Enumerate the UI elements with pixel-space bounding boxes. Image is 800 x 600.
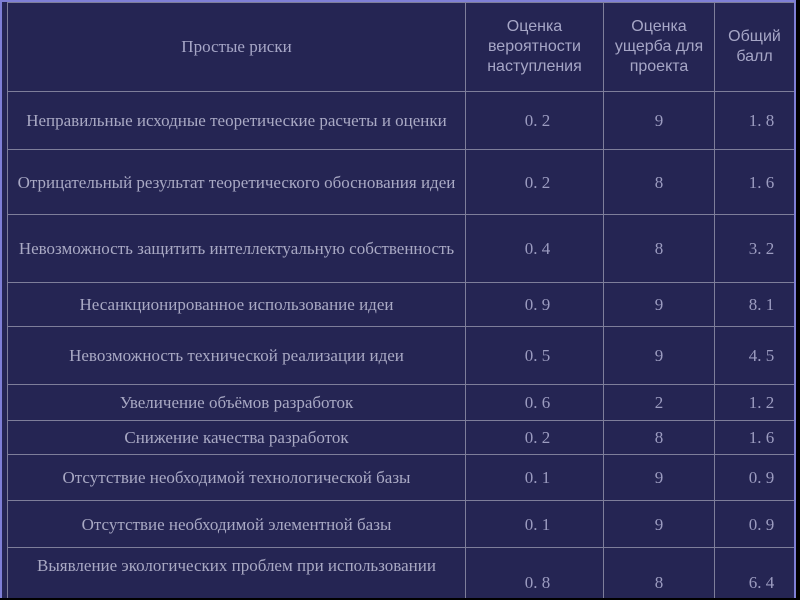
probability-cell: 0. 9 <box>466 283 604 327</box>
damage-cell: 9 <box>604 283 715 327</box>
probability-cell: 0. 8 <box>466 548 604 599</box>
total-cell: 3. 2 <box>715 215 795 283</box>
risk-cell: Невозможность технической реализации идеи <box>8 327 466 385</box>
probability-cell: 0. 1 <box>466 501 604 548</box>
risk-cell: Отсутствие необходимой элементной базы <box>8 501 466 548</box>
table-row <box>8 455 795 501</box>
damage-cell: 9 <box>604 92 715 150</box>
table-row <box>8 215 795 283</box>
risk-cell: Невозможность защитить интеллектуальную собственность <box>8 215 466 283</box>
table-row <box>8 385 795 421</box>
damage-cell: 8 <box>604 215 715 283</box>
probability-cell: 0. 5 <box>466 327 604 385</box>
damage-cell: 8 <box>604 548 715 599</box>
table-row <box>8 283 795 327</box>
total-cell: 0. 9 <box>715 501 795 548</box>
risk-cell: Неправильные исходные теоретические расчеты и оценки <box>8 92 466 150</box>
table-row <box>8 421 795 455</box>
risk-cell: Выявление экологических проблем при использовании <box>8 548 466 599</box>
total-cell: 4. 5 <box>715 327 795 385</box>
risk-cell: Отсутствие необходимой технологической базы <box>8 455 466 501</box>
risk-cell: Несанкционированное использование идеи <box>8 283 466 327</box>
header-total: Общий балл <box>715 3 795 92</box>
header-damage: Оценка ущерба для проекта <box>604 3 715 92</box>
probability-cell: 0. 2 <box>466 421 604 455</box>
total-cell: 8. 1 <box>715 283 795 327</box>
damage-cell: 9 <box>604 455 715 501</box>
table-row <box>8 548 795 599</box>
probability-cell: 0. 4 <box>466 215 604 283</box>
table-header-row <box>8 3 795 92</box>
probability-cell: 0. 1 <box>466 455 604 501</box>
risk-cell: Увеличение объёмов разработок <box>8 385 466 421</box>
total-cell: 1. 6 <box>715 150 795 215</box>
total-cell: 1. 6 <box>715 421 795 455</box>
damage-cell: 2 <box>604 385 715 421</box>
table-row <box>8 501 795 548</box>
header-risk: Простые риски <box>8 3 466 92</box>
table-row <box>8 92 795 150</box>
damage-cell: 9 <box>604 327 715 385</box>
header-probability: Оценка вероятности наступления <box>466 3 604 92</box>
total-cell: 6. 4 <box>715 548 795 599</box>
probability-cell: 0. 6 <box>466 385 604 421</box>
table-row <box>8 327 795 385</box>
risk-table <box>7 2 795 598</box>
table-row <box>8 150 795 215</box>
total-cell: 1. 2 <box>715 385 795 421</box>
risk-cell: Снижение качества разработок <box>8 421 466 455</box>
total-cell: 0. 9 <box>715 455 795 501</box>
probability-cell: 0. 2 <box>466 92 604 150</box>
damage-cell: 8 <box>604 150 715 215</box>
total-cell: 1. 8 <box>715 92 795 150</box>
risk-cell: Отрицательный результат теоретического обоснования идеи <box>8 150 466 215</box>
probability-cell: 0. 2 <box>466 150 604 215</box>
damage-cell: 8 <box>604 421 715 455</box>
damage-cell: 9 <box>604 501 715 548</box>
